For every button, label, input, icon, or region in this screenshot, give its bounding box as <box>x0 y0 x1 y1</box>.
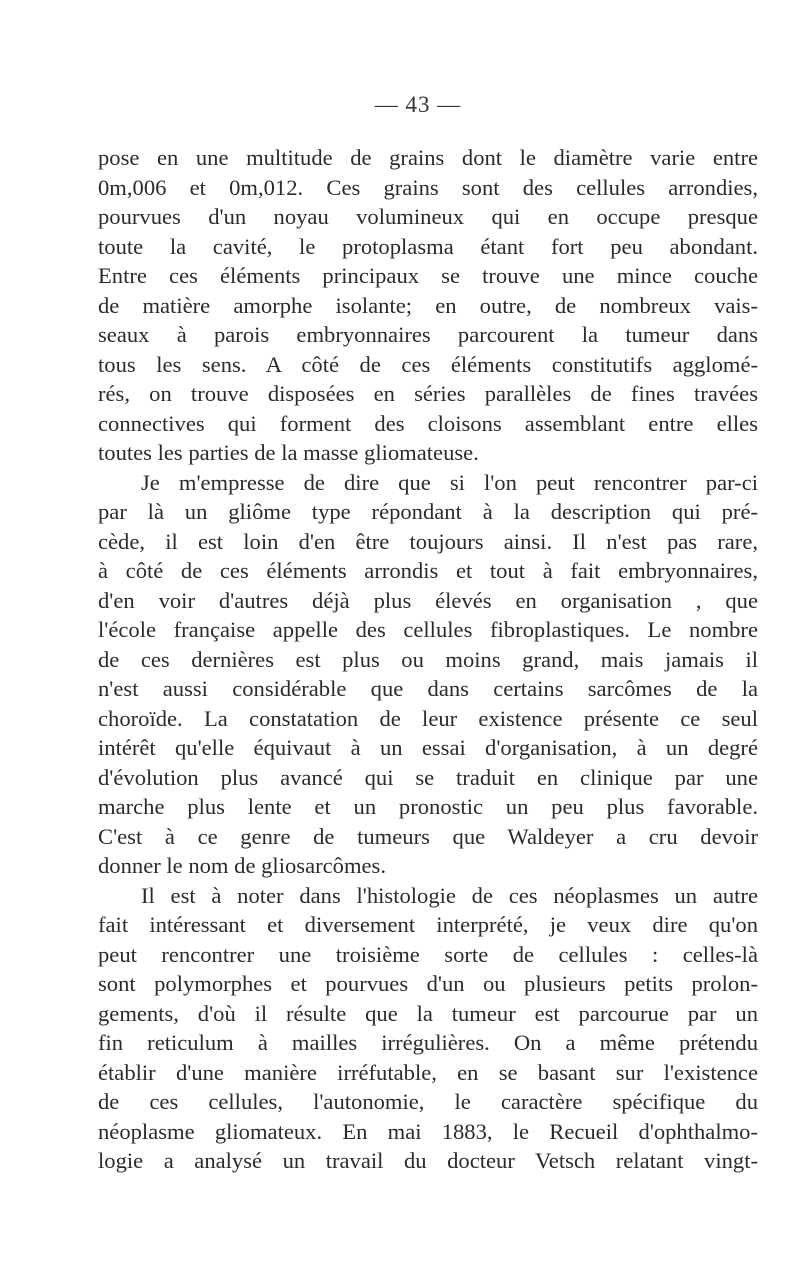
text-line: fin reticulum à mailles irrégulières. On a même prétendu <box>98 1030 758 1055</box>
text-line: l'école française appelle des cellules fibroplastiques. Le nombre <box>98 617 758 642</box>
text-line: Entre ces éléments principaux se trouve une mince couche <box>98 263 758 288</box>
text-line: pourvues d'un noyau volumineux qui en occupe presque <box>98 204 758 229</box>
text-line: d'en voir d'autres déjà plus élevés en organisation , que <box>98 587 758 613</box>
text-line: établir d'une manière irréfutable, en se basant sur l'existence <box>98 1059 758 1085</box>
text-line: rés, on trouve disposées en séries parallèles de fines travées <box>98 381 758 406</box>
text-line: C'est à ce genre de tumeurs que Waldeyer a cru devoir <box>98 823 758 849</box>
text-line: néoplasme gliomateux. En mai 1883, le Recueil d'ophthalmo- <box>98 1118 758 1144</box>
text-line: par là un gliôme type répondant à la description qui pré- <box>98 499 758 524</box>
text-line: marche plus lente et un pronostic un peu plus favorable. <box>98 794 758 819</box>
text-line: de ces dernières est plus ou moins grand, mais jamais il <box>98 646 758 672</box>
text-line: Il est à noter dans l'histologie de ces néoplasmes un autre <box>141 882 758 908</box>
text-line: connectives qui forment des cloisons assemblant entre elles <box>98 410 758 436</box>
text-line: d'évolution plus avancé qui se traduit en clinique par une <box>98 764 758 790</box>
text-line: choroïde. La constatation de leur existence présente ce seul <box>98 705 758 731</box>
text-line: de ces cellules, l'autonomie, le caractère spécifique du <box>98 1089 758 1114</box>
text-line: peut rencontrer une troisième sorte de cellules : celles-là <box>98 941 758 967</box>
text-line: 0m,006 et 0m,012. Ces grains sont des cellules arrondies, <box>98 174 758 200</box>
text-line: donner le nom de gliosarcômes. <box>98 853 386 878</box>
page-number: — 43 — <box>374 92 462 117</box>
text-line: seaux à parois embryonnaires parcourent la tumeur dans <box>98 322 758 347</box>
text-line: sont polymorphes et pourvues d'un ou plusieurs petits prolon- <box>98 971 758 996</box>
text-line: toutes les parties de la masse gliomateuse. <box>98 440 479 465</box>
text-line: à côté de ces éléments arrondis et tout à fait embryonnaires, <box>98 558 758 583</box>
text-line: toute la cavité, le protoplasma étant fort peu abondant. <box>98 233 758 259</box>
text-line: logie a analysé un travail du docteur Vetsch relatant vingt- <box>98 1148 758 1173</box>
text-line: intérêt qu'elle équivaut à un essai d'organisation, à un degré <box>98 735 758 760</box>
text-line: fait intéressant et diversement interprété, je veux dire qu'on <box>98 912 758 937</box>
text-line: pose en une multitude de grains dont le diamètre varie entre <box>98 145 758 170</box>
text-line: tous les sens. A côté de ces éléments constitutifs agglomé- <box>98 351 758 377</box>
text-body <box>98 143 758 1176</box>
text-line: n'est aussi considérable que dans certains sarcômes de la <box>98 676 758 701</box>
text-line: Je m'empresse de dire que si l'on peut rencontrer par-ci <box>141 469 758 495</box>
text-line: cède, il est loin d'en être toujours ainsi. Il n'est pas rare, <box>98 528 758 554</box>
text-line: gements, d'où il résulte que la tumeur est parcourue par un <box>98 1000 758 1026</box>
text-line: de matière amorphe isolante; en outre, de nombreux vais- <box>98 292 758 318</box>
